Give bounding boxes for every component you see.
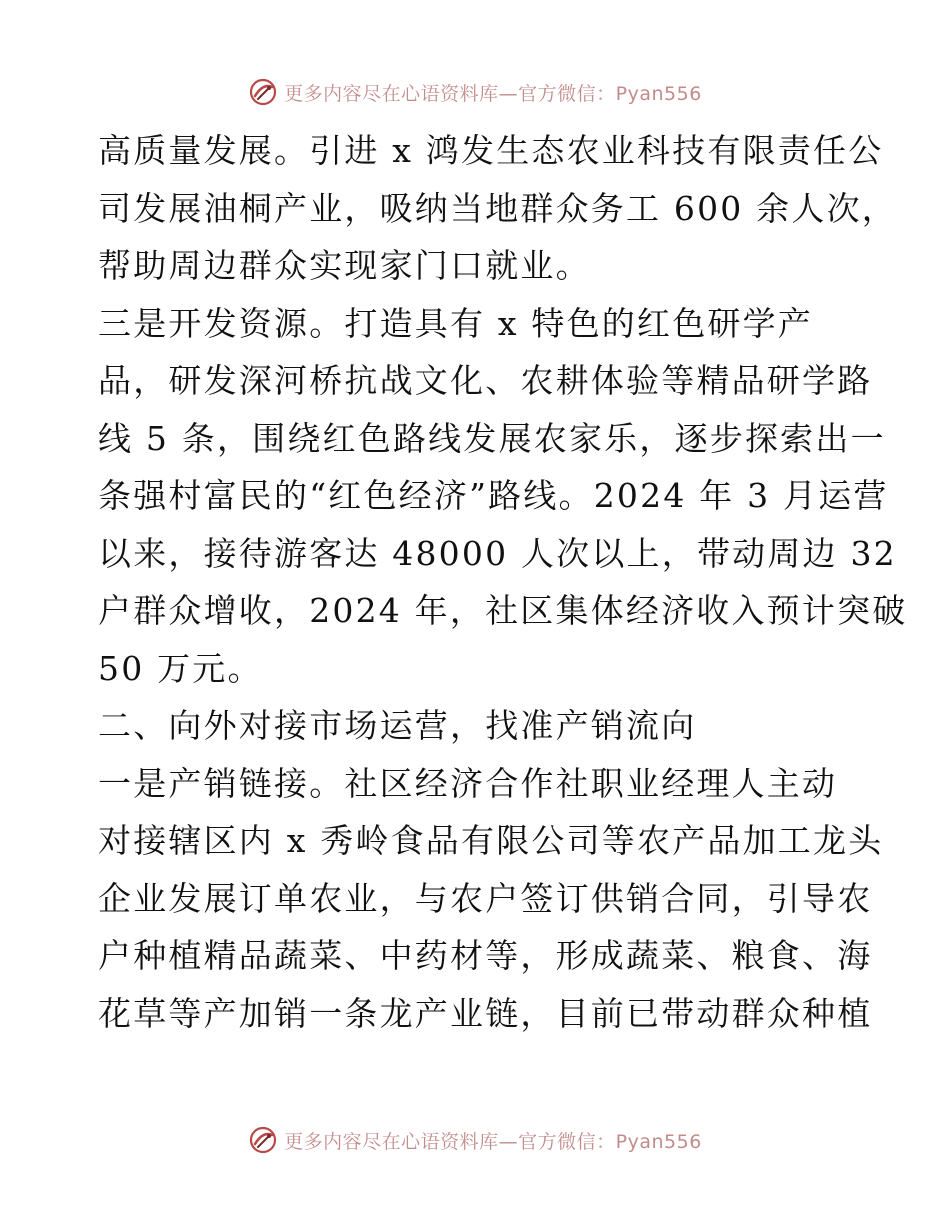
text-line: 50 万元。 [98,648,263,688]
text-line: 三是开发资源。打造具有 x 特色的红色研学产 [98,303,813,343]
header-watermark-banner [0,72,950,112]
heading-line: 二、向外对接市场运营，找准产销流向 [98,706,697,745]
watermark-text: 更多内容尽在心语资料库—官方微信：Pyan556 [284,82,702,105]
text-line: 户种植精品蔬菜、中药材等，形成蔬菜、粮食、海 [98,936,873,975]
text-line: 条强村富民的“红色经济”路线。2024 年 3 月运营 [98,476,889,515]
watermark-text: 更多内容尽在心语资料库—官方微信：Pyan556 [284,1130,702,1153]
text-line: 花草等产加销一条龙产业链，目前已带动群众种植 [98,993,873,1033]
document-body [98,122,908,1042]
text-line: 线 5 条，围绕红色路线发展农家乐，逐步探索出一 [98,418,886,458]
logo-icon [248,77,278,107]
text-line: 司发展油桐产业，吸纳当地群众务工 600 余人次， [98,188,897,228]
paragraph [98,122,897,295]
paragraph [98,295,908,698]
text-line: 高质量发展。引进 x 鸿发生态农业科技有限责任公 [98,131,884,170]
paragraph [98,755,884,1043]
text-line: 户群众增收，2024 年，社区集体经济收入预计突破 [98,591,908,630]
footer-watermark-banner [0,1120,950,1160]
text-line: 对接辖区内 x 秀岭食品有限公司等农产品加工龙头 [98,821,884,860]
text-line: 品，研发深河桥抗战文化、农耕体验等精品研学路 [98,361,873,400]
text-line: 以来，接待游客达 48000 人次以上，带动周边 32 [98,533,897,573]
text-line: 帮助周边群众实现家门口就业。 [98,246,591,285]
logo-icon [248,1125,278,1155]
text-line: 企业发展订单农业，与农户签订供销合同，引导农 [98,878,873,918]
text-line: 一是产销链接。社区经济合作社职业经理人主动 [98,763,838,803]
section-heading [98,697,868,755]
